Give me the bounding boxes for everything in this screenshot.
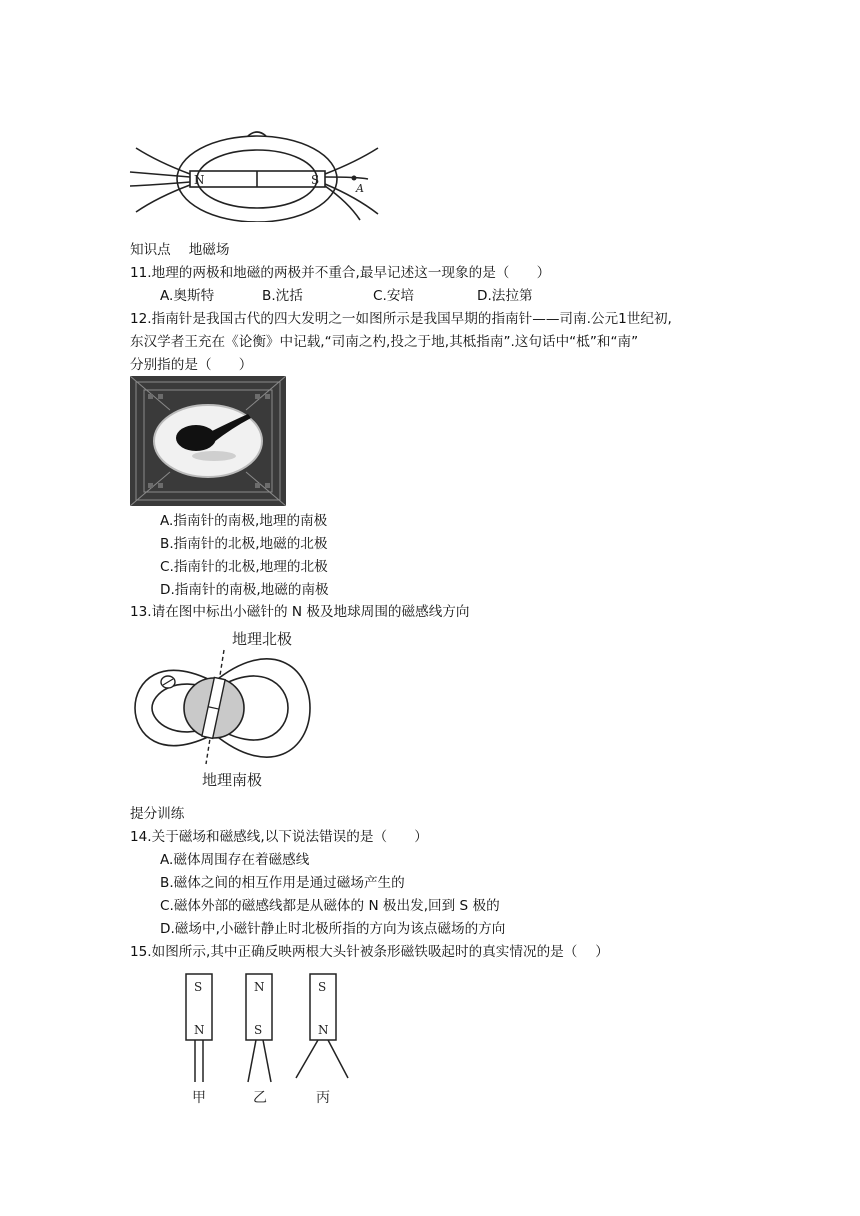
q14-option-a: A.磁体周围存在着磁感线 — [160, 852, 310, 868]
q12-stem-line2: 东汉学者王充在《论衡》中记载,“司南之杓,投之于地,其柢指南”.这句话中“柢”和“南” — [130, 334, 639, 350]
magnet-jia-bottom: N — [194, 1023, 205, 1037]
q14-stem: 14.关于磁场和磁感线,以下说法错误的是（ ） — [130, 829, 428, 845]
q11-option-a: A.奥斯特 — [160, 288, 215, 304]
pins-magnets-figure — [170, 966, 370, 1112]
q15-stem: 15.如图所示,其中正确反映两根大头针被条形磁铁吸起时的真实情况的是（ ） — [130, 944, 609, 960]
q13-stem: 13.请在图中标出小磁针的 N 极及地球周围的磁感线方向 — [130, 604, 470, 620]
caption-yi: 乙 — [253, 1090, 267, 1106]
q14-option-c: C.磁体外部的磁感线都是从磁体的 N 极出发,回到 S 极的 — [160, 898, 500, 914]
q12-stem-line3: 分别指的是（ ） — [130, 357, 253, 373]
earth-magnetic-field-figure — [130, 624, 330, 794]
q14-option-d: D.磁场中,小磁针静止时北极所指的方向为该点磁场的方向 — [160, 921, 506, 937]
magnet-jia-top: S — [194, 980, 203, 994]
bar-magnet-field-figure — [128, 122, 388, 222]
point-a-label: A — [356, 182, 364, 195]
caption-jia: 甲 — [192, 1090, 206, 1106]
magnet-n-label: N — [194, 173, 205, 187]
sinan-compass-photo — [130, 376, 286, 506]
q11-stem: 11.地理的两极和地磁的两极并不重合,最早记述这一现象的是（ ） — [130, 265, 551, 281]
magnet-yi-top: N — [254, 980, 265, 994]
magnet-s-label: S — [311, 173, 320, 187]
section-title-improvement: 提分训练 — [130, 806, 185, 822]
q12-option-a: A.指南针的南极,地理的南极 — [160, 513, 328, 529]
magnet-bing-bottom: N — [318, 1023, 329, 1037]
caption-bing: 丙 — [316, 1090, 330, 1106]
q12-option-d: D.指南针的南极,地磁的南极 — [160, 582, 329, 598]
q11-option-c: C.安培 — [373, 288, 415, 304]
geographic-north-label: 地理北极 — [232, 630, 293, 648]
geographic-south-label: 地理南极 — [202, 771, 263, 789]
q14-option-b: B.磁体之间的相互作用是通过磁场产生的 — [160, 875, 405, 891]
q11-option-b: B.沈括 — [262, 288, 303, 304]
magnet-bing-top: S — [318, 980, 327, 994]
q11-option-d: D.法拉第 — [477, 288, 533, 304]
q12-option-c: C.指南针的北极,地理的北极 — [160, 559, 328, 575]
q12-stem-line1: 12.指南针是我国古代的四大发明之一如图所示是我国早期的指南针——司南.公元1世纪初, — [130, 311, 672, 327]
section-title-geomagnetism: 知识点 地磁场 — [130, 242, 230, 258]
q12-option-b: B.指南针的北极,地磁的北极 — [160, 536, 328, 552]
magnet-yi-bottom: S — [254, 1023, 263, 1037]
